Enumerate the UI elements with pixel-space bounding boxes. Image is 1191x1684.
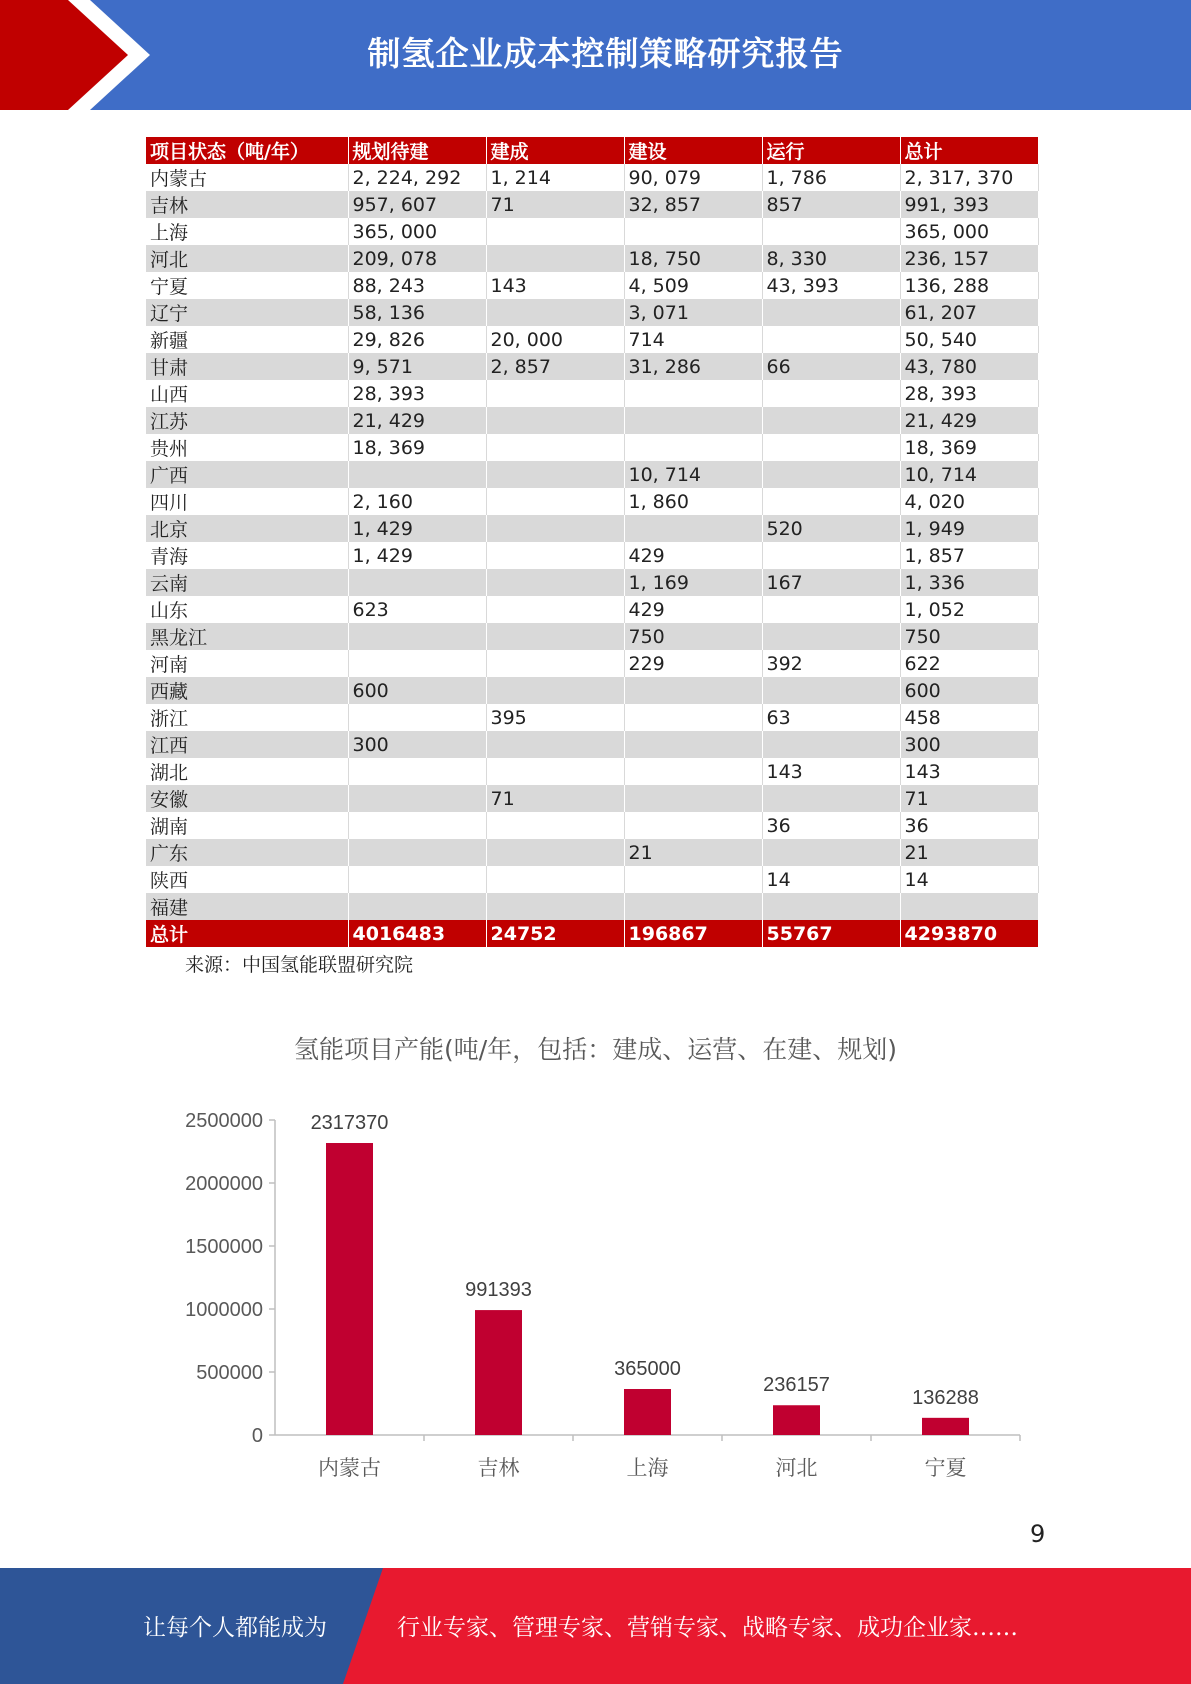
y-tick-label: 2500000 bbox=[185, 1110, 263, 1132]
cell-region: 山西 bbox=[146, 380, 348, 407]
cell-total: 43, 780 bbox=[900, 353, 1038, 380]
bar-chart bbox=[140, 1090, 1040, 1490]
cell-planned: 209, 078 bbox=[348, 245, 486, 272]
cell-built bbox=[486, 245, 624, 272]
cell-construction: 750 bbox=[624, 623, 762, 650]
table-row bbox=[146, 488, 1038, 515]
column-header-total: 总计 bbox=[900, 137, 1038, 164]
cell-built bbox=[486, 542, 624, 569]
cell-operating: 167 bbox=[762, 569, 900, 596]
cell-construction bbox=[624, 677, 762, 704]
table-total-row bbox=[146, 920, 1038, 947]
report-title: 制氢企业成本控制策略研究报告 bbox=[367, 34, 844, 73]
table-row bbox=[146, 812, 1038, 839]
cell-planned bbox=[348, 812, 486, 839]
cell-planned bbox=[348, 866, 486, 893]
cell-total: 18, 369 bbox=[900, 434, 1038, 461]
cell-total: 622 bbox=[900, 650, 1038, 677]
cell-total: 600 bbox=[900, 677, 1038, 704]
cell-construction bbox=[624, 380, 762, 407]
x-tick-label: 宁夏 bbox=[924, 1456, 967, 1480]
table-row bbox=[146, 569, 1038, 596]
table-row bbox=[146, 326, 1038, 353]
table-row bbox=[146, 758, 1038, 785]
cell-total: 236, 157 bbox=[900, 245, 1038, 272]
cell-region: 西藏 bbox=[146, 677, 348, 704]
cell-construction: 714 bbox=[624, 326, 762, 353]
cell-built bbox=[486, 380, 624, 407]
cell-region: 内蒙古 bbox=[146, 164, 348, 191]
cell-operating bbox=[762, 299, 900, 326]
cell-planned: 21, 429 bbox=[348, 407, 486, 434]
cell-operating bbox=[762, 731, 900, 758]
cell-construction bbox=[624, 515, 762, 542]
table-row bbox=[146, 164, 1038, 191]
table-row bbox=[146, 353, 1038, 380]
cell-operating bbox=[762, 461, 900, 488]
cell-planned: 18, 369 bbox=[348, 434, 486, 461]
cell-total: 28, 393 bbox=[900, 380, 1038, 407]
cell-operating: 857 bbox=[762, 191, 900, 218]
cell-planned bbox=[348, 893, 486, 920]
cell-total: 21 bbox=[900, 839, 1038, 866]
cell-built bbox=[486, 596, 624, 623]
table-row bbox=[146, 677, 1038, 704]
cell-region: 河南 bbox=[146, 650, 348, 677]
cell-construction bbox=[624, 218, 762, 245]
cell-operating: 14 bbox=[762, 866, 900, 893]
cell-region: 河北 bbox=[146, 245, 348, 272]
cell-total: 1, 336 bbox=[900, 569, 1038, 596]
cell-planned bbox=[348, 785, 486, 812]
cell-construction: 31, 286 bbox=[624, 353, 762, 380]
table-row bbox=[146, 839, 1038, 866]
cell-region: 江苏 bbox=[146, 407, 348, 434]
cell-operating: 520 bbox=[762, 515, 900, 542]
cell-built bbox=[486, 299, 624, 326]
column-header-status: 项目状态（吨/年） bbox=[146, 137, 348, 164]
cell-construction bbox=[624, 407, 762, 434]
cell-region: 浙江 bbox=[146, 704, 348, 731]
cell-operating bbox=[762, 218, 900, 245]
cell-region: 山东 bbox=[146, 596, 348, 623]
cell-region: 湖南 bbox=[146, 812, 348, 839]
table-row bbox=[146, 785, 1038, 812]
table-row bbox=[146, 218, 1038, 245]
x-tick-label: 内蒙古 bbox=[318, 1456, 381, 1480]
cell-built bbox=[486, 866, 624, 893]
cell-region: 湖北 bbox=[146, 758, 348, 785]
bar-data-label: 365000 bbox=[614, 1358, 681, 1381]
cell-built bbox=[486, 569, 624, 596]
cell-planned bbox=[348, 461, 486, 488]
cell-operating: 8, 330 bbox=[762, 245, 900, 272]
cell-operating: 1, 786 bbox=[762, 164, 900, 191]
cell-region: 云南 bbox=[146, 569, 348, 596]
cell-region: 上海 bbox=[146, 218, 348, 245]
table-header-row bbox=[146, 137, 1038, 164]
y-tick-label: 1000000 bbox=[185, 1299, 263, 1321]
table-row bbox=[146, 596, 1038, 623]
chart-title: 氢能项目产能(吨/年，包括：建成、运营、在建、规划) bbox=[294, 1035, 897, 1064]
total-construction: 196867 bbox=[624, 920, 762, 947]
cell-total: 50, 540 bbox=[900, 326, 1038, 353]
footer-slogan-right: 行业专家、管理专家、营销专家、战略专家、成功企业家…… bbox=[397, 1615, 1018, 1641]
cell-construction: 1, 169 bbox=[624, 569, 762, 596]
table-row bbox=[146, 650, 1038, 677]
cell-region: 北京 bbox=[146, 515, 348, 542]
cell-built bbox=[486, 434, 624, 461]
cell-construction: 90, 079 bbox=[624, 164, 762, 191]
cell-construction bbox=[624, 434, 762, 461]
cell-operating: 36 bbox=[762, 812, 900, 839]
cell-construction bbox=[624, 758, 762, 785]
cell-region: 新疆 bbox=[146, 326, 348, 353]
cell-total: 300 bbox=[900, 731, 1038, 758]
bar bbox=[326, 1143, 373, 1435]
cell-operating: 43, 393 bbox=[762, 272, 900, 299]
cell-construction bbox=[624, 704, 762, 731]
cell-total: 136, 288 bbox=[900, 272, 1038, 299]
cell-total: 61, 207 bbox=[900, 299, 1038, 326]
cell-construction bbox=[624, 785, 762, 812]
cell-operating bbox=[762, 542, 900, 569]
cell-region: 广西 bbox=[146, 461, 348, 488]
cell-built bbox=[486, 812, 624, 839]
header-banner bbox=[0, 0, 1191, 110]
cell-region: 甘肃 bbox=[146, 353, 348, 380]
cell-planned bbox=[348, 623, 486, 650]
column-header-planned: 规划待建 bbox=[348, 137, 486, 164]
cell-construction: 21 bbox=[624, 839, 762, 866]
cell-operating bbox=[762, 785, 900, 812]
cell-construction: 10, 714 bbox=[624, 461, 762, 488]
cell-total: 1, 949 bbox=[900, 515, 1038, 542]
cell-total: 21, 429 bbox=[900, 407, 1038, 434]
cell-built: 20, 000 bbox=[486, 326, 624, 353]
table-row bbox=[146, 866, 1038, 893]
cell-built bbox=[486, 623, 624, 650]
cell-built bbox=[486, 893, 624, 920]
bar-data-label: 236157 bbox=[763, 1374, 830, 1397]
cell-total: 458 bbox=[900, 704, 1038, 731]
table-row bbox=[146, 515, 1038, 542]
cell-built bbox=[486, 515, 624, 542]
total-label: 总计 bbox=[146, 920, 348, 947]
cell-construction: 18, 750 bbox=[624, 245, 762, 272]
cell-planned: 9, 571 bbox=[348, 353, 486, 380]
cell-planned bbox=[348, 704, 486, 731]
cell-region: 四川 bbox=[146, 488, 348, 515]
cell-region: 安徽 bbox=[146, 785, 348, 812]
x-tick-label: 河北 bbox=[775, 1456, 818, 1480]
y-tick-label: 1500000 bbox=[185, 1236, 263, 1258]
cell-planned: 365, 000 bbox=[348, 218, 486, 245]
y-tick-label: 2000000 bbox=[185, 1173, 263, 1195]
table-row bbox=[146, 407, 1038, 434]
cell-construction bbox=[624, 812, 762, 839]
column-header-construction: 建设 bbox=[624, 137, 762, 164]
cell-operating bbox=[762, 434, 900, 461]
cell-planned: 623 bbox=[348, 596, 486, 623]
cell-built bbox=[486, 650, 624, 677]
cell-built bbox=[486, 218, 624, 245]
column-header-built: 建成 bbox=[486, 137, 624, 164]
table-row bbox=[146, 272, 1038, 299]
table-row bbox=[146, 434, 1038, 461]
cell-total: 991, 393 bbox=[900, 191, 1038, 218]
cell-total: 365, 000 bbox=[900, 218, 1038, 245]
bar-data-label: 136288 bbox=[912, 1386, 979, 1409]
table-row bbox=[146, 704, 1038, 731]
table-row bbox=[146, 623, 1038, 650]
table-row bbox=[146, 542, 1038, 569]
cell-planned bbox=[348, 569, 486, 596]
cell-construction: 3, 071 bbox=[624, 299, 762, 326]
bar-data-label: 2317370 bbox=[310, 1112, 389, 1135]
cell-region: 辽宁 bbox=[146, 299, 348, 326]
cell-total: 750 bbox=[900, 623, 1038, 650]
cell-built bbox=[486, 677, 624, 704]
cell-total: 1, 857 bbox=[900, 542, 1038, 569]
cell-construction bbox=[624, 866, 762, 893]
cell-region: 江西 bbox=[146, 731, 348, 758]
cell-total: 14 bbox=[900, 866, 1038, 893]
cell-region: 黑龙江 bbox=[146, 623, 348, 650]
cell-region: 贵州 bbox=[146, 434, 348, 461]
cell-region: 吉林 bbox=[146, 191, 348, 218]
cell-built: 71 bbox=[486, 785, 624, 812]
cell-planned bbox=[348, 758, 486, 785]
cell-planned: 1, 429 bbox=[348, 515, 486, 542]
cell-built bbox=[486, 488, 624, 515]
cell-planned: 28, 393 bbox=[348, 380, 486, 407]
cell-planned bbox=[348, 839, 486, 866]
cell-built bbox=[486, 461, 624, 488]
total-operating: 55767 bbox=[762, 920, 900, 947]
cell-built bbox=[486, 839, 624, 866]
table-row bbox=[146, 191, 1038, 218]
cell-construction bbox=[624, 731, 762, 758]
cell-operating bbox=[762, 839, 900, 866]
cell-operating bbox=[762, 596, 900, 623]
capacity-table bbox=[146, 137, 1039, 947]
cell-planned: 29, 826 bbox=[348, 326, 486, 353]
cell-total bbox=[900, 893, 1038, 920]
bar bbox=[475, 1310, 522, 1435]
cell-operating: 143 bbox=[762, 758, 900, 785]
cell-planned: 957, 607 bbox=[348, 191, 486, 218]
cell-construction: 429 bbox=[624, 542, 762, 569]
cell-construction: 4, 509 bbox=[624, 272, 762, 299]
cell-construction: 32, 857 bbox=[624, 191, 762, 218]
cell-planned: 58, 136 bbox=[348, 299, 486, 326]
cell-region: 广东 bbox=[146, 839, 348, 866]
cell-region: 陕西 bbox=[146, 866, 348, 893]
cell-built: 395 bbox=[486, 704, 624, 731]
page-number: 9 bbox=[1030, 1520, 1046, 1548]
cell-operating bbox=[762, 407, 900, 434]
cell-built: 143 bbox=[486, 272, 624, 299]
y-tick-label: 0 bbox=[251, 1425, 263, 1447]
column-header-operating: 运行 bbox=[762, 137, 900, 164]
table-row bbox=[146, 461, 1038, 488]
cell-region: 福建 bbox=[146, 893, 348, 920]
y-tick-label: 500000 bbox=[196, 1362, 263, 1384]
source-note: 来源：中国氢能联盟研究院 bbox=[185, 954, 414, 976]
cell-built: 1, 214 bbox=[486, 164, 624, 191]
footer-slogan-left: 让每个人都能成为 bbox=[143, 1615, 327, 1641]
cell-operating: 66 bbox=[762, 353, 900, 380]
table-row bbox=[146, 380, 1038, 407]
cell-construction: 429 bbox=[624, 596, 762, 623]
bar bbox=[624, 1389, 671, 1435]
cell-operating bbox=[762, 623, 900, 650]
cell-built bbox=[486, 407, 624, 434]
total-planned: 4016483 bbox=[348, 920, 486, 947]
bar bbox=[922, 1418, 969, 1435]
cell-planned: 2, 160 bbox=[348, 488, 486, 515]
bar-data-label: 991393 bbox=[465, 1279, 532, 1302]
x-tick-label: 上海 bbox=[626, 1456, 669, 1480]
total-built: 24752 bbox=[486, 920, 624, 947]
footer-banner bbox=[0, 1568, 1191, 1684]
cell-total: 2, 317, 370 bbox=[900, 164, 1038, 191]
cell-operating bbox=[762, 488, 900, 515]
cell-region: 青海 bbox=[146, 542, 348, 569]
cell-built: 2, 857 bbox=[486, 353, 624, 380]
cell-construction: 1, 860 bbox=[624, 488, 762, 515]
cell-operating bbox=[762, 677, 900, 704]
bar bbox=[773, 1405, 820, 1435]
cell-planned: 600 bbox=[348, 677, 486, 704]
cell-total: 10, 714 bbox=[900, 461, 1038, 488]
cell-operating: 63 bbox=[762, 704, 900, 731]
cell-construction: 229 bbox=[624, 650, 762, 677]
cell-operating bbox=[762, 326, 900, 353]
cell-total: 4, 020 bbox=[900, 488, 1038, 515]
total-sum: 4293870 bbox=[900, 920, 1038, 947]
table-body bbox=[146, 164, 1038, 920]
cell-planned: 2, 224, 292 bbox=[348, 164, 486, 191]
cell-operating bbox=[762, 380, 900, 407]
x-tick-label: 吉林 bbox=[477, 1456, 520, 1480]
table-row bbox=[146, 731, 1038, 758]
table-row bbox=[146, 893, 1038, 920]
cell-construction bbox=[624, 893, 762, 920]
cell-planned: 1, 429 bbox=[348, 542, 486, 569]
cell-built bbox=[486, 758, 624, 785]
cell-total: 71 bbox=[900, 785, 1038, 812]
cell-planned bbox=[348, 650, 486, 677]
cell-total: 36 bbox=[900, 812, 1038, 839]
cell-operating bbox=[762, 893, 900, 920]
table-row bbox=[146, 245, 1038, 272]
cell-total: 1, 052 bbox=[900, 596, 1038, 623]
cell-built: 71 bbox=[486, 191, 624, 218]
cell-region: 宁夏 bbox=[146, 272, 348, 299]
cell-planned: 88, 243 bbox=[348, 272, 486, 299]
table-row bbox=[146, 299, 1038, 326]
cell-planned: 300 bbox=[348, 731, 486, 758]
cell-total: 143 bbox=[900, 758, 1038, 785]
cell-operating: 392 bbox=[762, 650, 900, 677]
cell-built bbox=[486, 731, 624, 758]
